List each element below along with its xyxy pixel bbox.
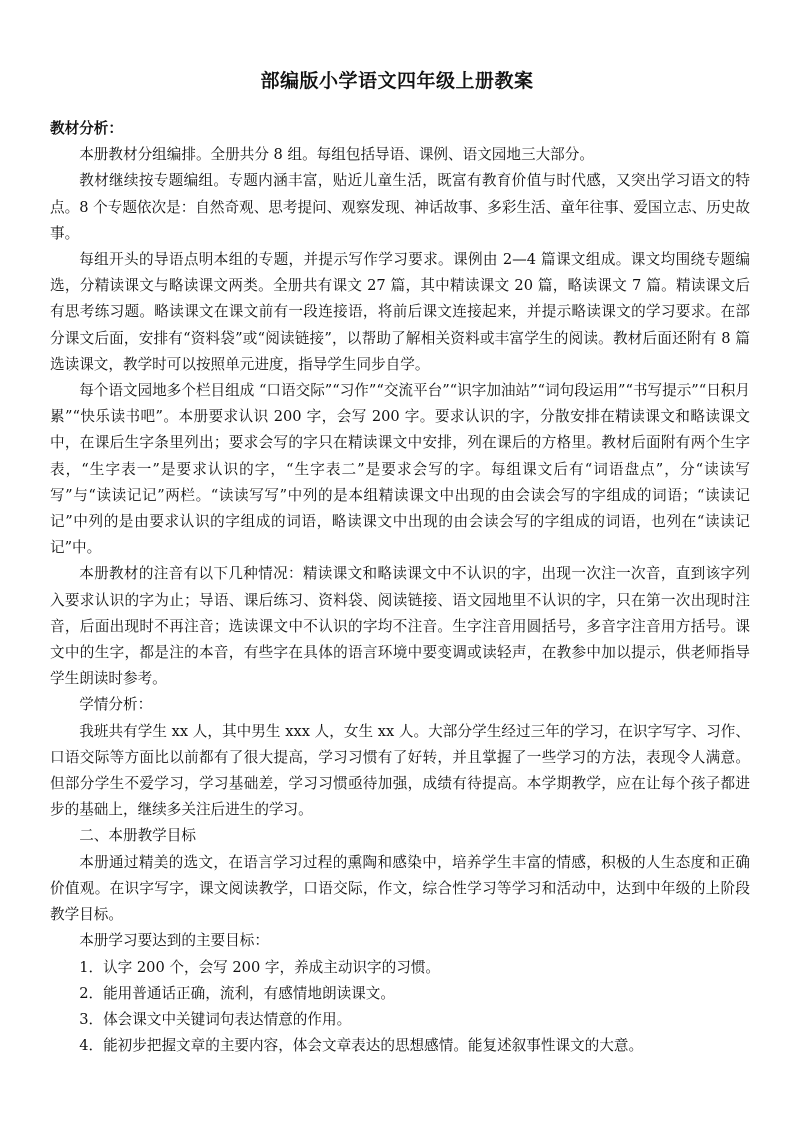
goals-intro: 本册学习要达到的主要目标： xyxy=(79,932,269,950)
section-heading-textbook-analysis: 教材分析： xyxy=(50,120,123,137)
section-heading-teaching-goals: 二、本册教学目标 xyxy=(79,827,196,845)
document-title: 部编版小学语文四年级上册教案 xyxy=(260,70,534,92)
goal-item: 4．能初步把握文章的主要内容，体会文章表达的思想感情。能复述叙事性课文的大意。 xyxy=(79,1037,644,1055)
paragraph-7: 本册通过精美的选文，在语言学习过程的熏陶和感染中，培养学生丰富的情感，积极的人生态度和正确价值观。在识字写字，课文阅读教学，口语交际，作文，综合性学习等学习和活动中，达到中年级的上阶段教学目标。 xyxy=(50,853,750,924)
paragraph-6: 我班共有学生 xx 人，其中男生 xxx 人，女生 xx 人。大部分学生经过三年的学习，在识字写字、习作、口语交际等方面比以前都有了很大提高，学习习惯有了好转，并且掌握了一些学习的方法，表现令人满意。但部分学生不爱学习，学习基础差，学习习惯亟待加强，成绩有待提高。本学期教学，应在让每个孩子都进步的基础上，继续多关注后进生的学习。 xyxy=(50,722,750,819)
document-body xyxy=(50,116,750,1059)
paragraph-4: 每个语文园地多个栏目组成 “口语交际”“习作”“交流平台”“识字加油站”“词句段运用”“书写提示”“日积月累”“快乐读书吧”。本册要求认识 200 字，会写 200 字。要求认识的字，分散安排在精读课文和略读课文中，在课后生字条里列出；要求会写的字只在精读课文中安排，列在课后的方格里。教材后面附有两个生字表，“生字表一”是要求认识的字，“生字表二”是要求会写的字。每组课文后有“词语盘点”，分“读读写写”与“读读记记”两栏。“读读写写”中列的是本组精读课文中出现的由会读会写的字组成的词语；“读读记记”中列的是由要求认识的字组成的词语，略读课文中出现的由会读会写的字组成的词语，也列在“读读记记”中。 xyxy=(50,382,750,557)
goal-item: 1．认字 200 个，会写 200 字，养成主动识字的习惯。 xyxy=(79,958,441,976)
paragraph-3: 每组开头的导语点明本组的专题，并提示写作学习要求。课例由 2—4 篇课文组成。课文均围绕专题编选，分精读课文与略读课文两类。全册共有课文 27 篇，其中精读课文 20 篇，略读课文 7 篇。精读课文后有思考练习题。略读课文在课文前有一段连接语，将前后课文连接起来，并提示略读课文的学习要求。在部分课文后面，安排有“资料袋”或“阅读链接”，以帮助了解相关资料或丰富学生的阅读。教材后面还附有 8 篇选读课文，教学时可以按照单元进度，指导学生同步自学。 xyxy=(50,251,750,373)
paragraph-2: 教材继续按专题编组。专题内涵丰富，贴近儿童生活，既富有教育价值与时代感，又突出学习语文的特点。8 个专题依次是：自然奇观、思考提问、观察发现、神话故事、多彩生活、童年往事、爱国立志、历史故事。 xyxy=(50,172,750,242)
goal-item: 3．体会课文中关键词句表达情意的作用。 xyxy=(79,1010,352,1028)
goal-item: 2．能用普通话正确，流利，有感情地朗读课文。 xyxy=(79,984,395,1002)
paragraph-1: 本册教材分组编排。全册共分 8 组。每组包括导语、课例、语文园地三大部分。 xyxy=(79,146,594,164)
section-heading-student-analysis: 学情分析： xyxy=(79,696,153,714)
paragraph-5: 本册教材的注音有以下几种情况：精读课文和略读课文中不认识的字，出现一次注一次音，直到该字列入要求认识的字为止；导语、课后练习、资料袋、阅读链接、语文园地里不认识的字，只在第一次出现时注音，后面出现时不再注音；选读课文中不认识的字均不注音。生字注音用圆括号，多音字注音用方括号。课文中的生字，都是注的本音，有些字在具体的语言环境中要变调或读轻声，在教参中加以提示，供老师指导学生朗读时参考。 xyxy=(50,565,750,688)
